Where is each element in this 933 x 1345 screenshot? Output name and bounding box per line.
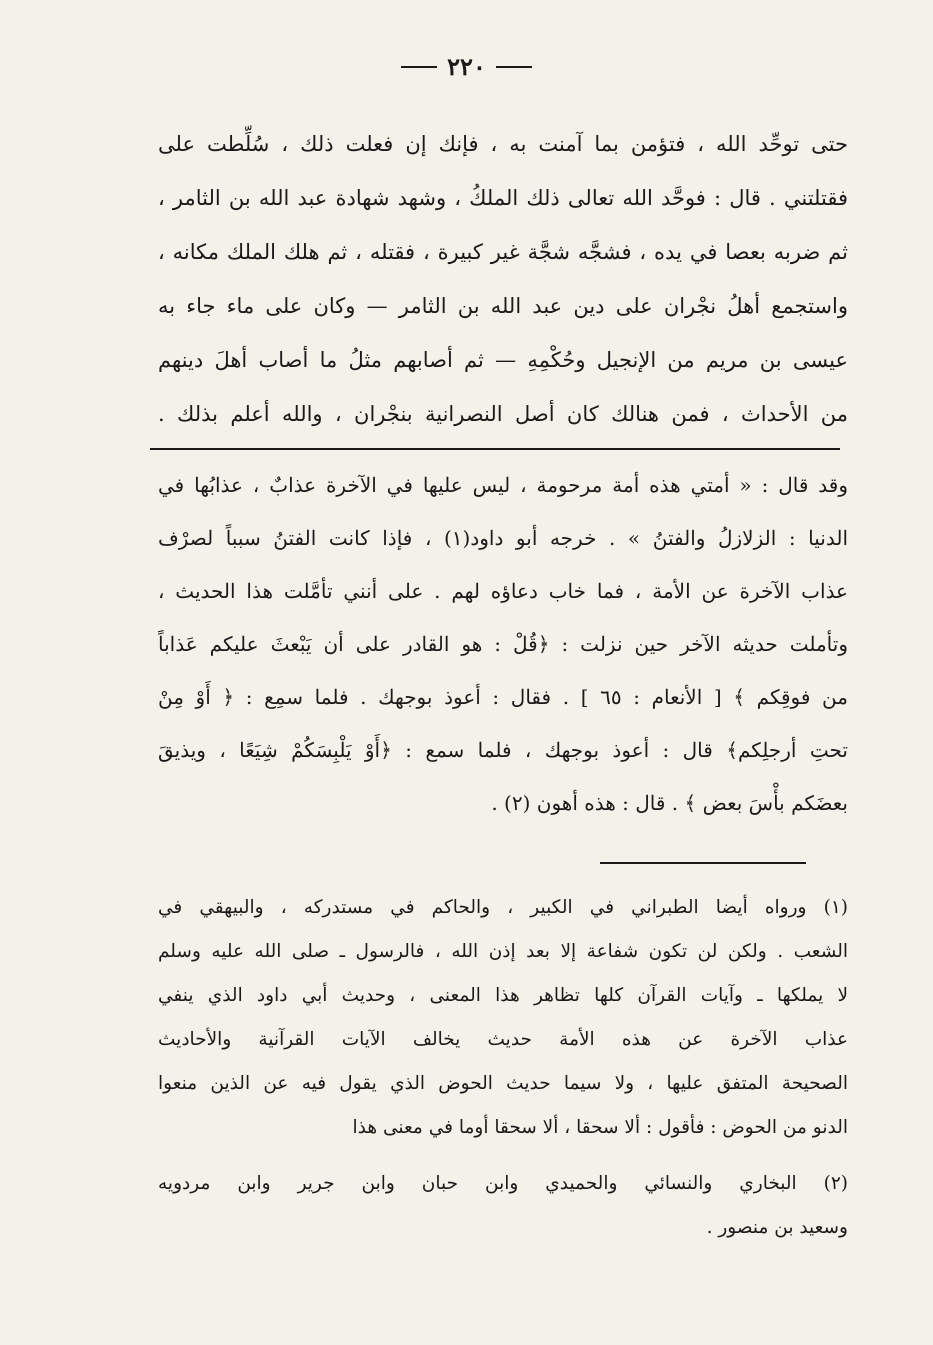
footnote-1 [158,886,848,1150]
page-number: ٢٢٠ [447,52,486,81]
commentary-line: عذاب الآخرة عن الأمة ، فما خاب دعاؤه لهم . على أنني تأمَّلت هذا الحديث ، [158,579,848,603]
commentary-line: تحتِ أرجلِكم﴾ قال : أعوذ بوجهك ، فلما سمع : ﴿أَوْ يَلْبِسَكُمْ شِيَعًا ، ويذيقَ [158,738,848,762]
commentary-line: وتأملت حديثه الآخر حين نزلت : ﴿قُلْ : هو القادر على أن يَبْعثَ عليكم عَذاباً [158,632,848,656]
main-text [158,117,848,441]
header-dash-left [401,66,437,68]
footnotes [158,886,848,1250]
footnote-line: وسعيد بن منصور . [706,1217,848,1238]
commentary-line: الدنيا : الزلازلُ والفتنُ » . خرجه أبو داود(١) ، فإذا كانت الفتنُ سبباً لصرْف [158,526,848,550]
footnote-line: (١) ورواه أيضا الطبراني في الكبير ، والحاكم في مستدركه ، والبيهقي في [158,897,848,918]
main-text-line: فقتلتني . قال : فوحَّد الله تعالى ذلك الملكُ ، وشهد شهادة عبد الله بن الثامر ، [158,186,848,210]
commentary-line: من فوقِكم ﴾ [ الأنعام : ٦٥ ] . فقال : أعوذ بوجهك . فلما سمِع : ﴿ أَوْ مِنْ [158,685,848,709]
footnote-line: عذاب الآخرة عن هذه الأمة حديث يخالف الآيات القرآنية والأحاديث [158,1029,848,1050]
main-text-line: حتى توحِّد الله ، فتؤمن بما آمنت به ، فإنك إن فعلت ذلك ، سُلِّطت على [158,132,848,156]
footnote-line: الدنو من الحوض : فأقول : ألا سحقا ، ألا سحقا أوما في معنى هذا [352,1117,848,1138]
footnote-line: (٢) البخاري والنسائي والحميدي وابن حبان وابن جرير وابن مردويه [158,1173,848,1194]
main-text-line: من الأحداث ، فمن هنالك كان أصل النصرانية بنجْران ، والله أعلم بذلك . [158,402,848,426]
commentary-line: بعضَكم بأْسَ بعض ﴾ . قال : هذه أهون (٢) . [491,791,848,815]
commentary-line: وقد قال : « أمتي هذه أمة مرحومة ، ليس عليها في الآخرة عذابٌ ، عذابُها في [158,473,848,497]
main-text-line: ثم ضربه بعصا في يده ، فشجَّه شجَّة غير كبيرة ، فقتله ، ثم هلك الملك مكانه ، [158,240,848,264]
section-divider [150,448,840,450]
footnote-2 [158,1162,848,1250]
footnote-line: الشعب . ولكن لن تكون شفاعة إلا بعد إذن الله ، فالرسول ـ صلى الله عليه وسلم [158,941,848,962]
footnote-separator [600,862,806,864]
footnote-line: الصحيحة المتفق عليها ، ولا سيما حديث الحوض الذي يقول فيه عن الذين منعوا [158,1073,848,1094]
header-dash-right [496,66,532,68]
commentary-text [158,459,848,830]
main-text-line: عيسى بن مريم من الإنجيل وحُكْمِهِ — ثم أصابهم مثلُ ما أصاب أهلَ دينهم [158,348,848,372]
main-text-line: واستجمع أهلُ نجْران على دين عبد الله بن الثامر — وكان على ماء جاء به [158,294,848,318]
footnote-line: لا يملكها ـ وآيات القرآن كلها تظاهر هذا المعنى ، وحديث أبي داود الذي ينفي [158,985,848,1006]
page-header [0,52,933,81]
